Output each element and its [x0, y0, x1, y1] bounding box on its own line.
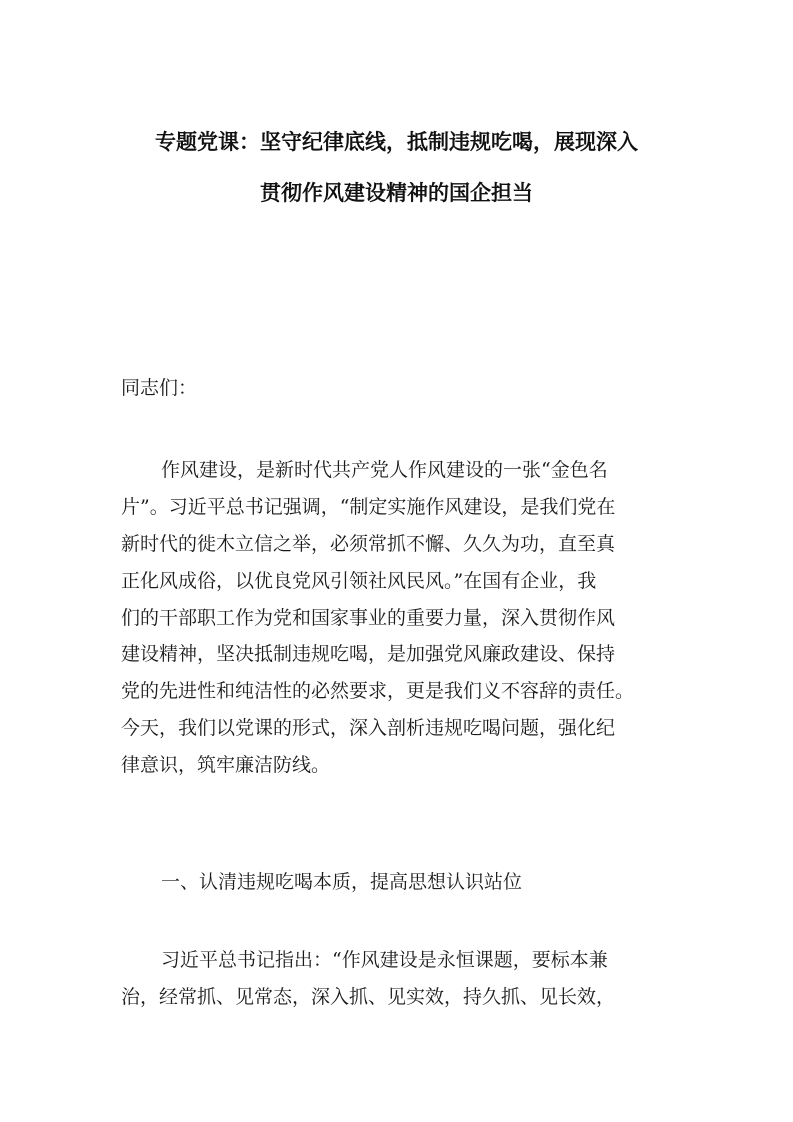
paragraph-line: 建设精神，坚决抵制违规吃喝，是加强党风廉政建设、保持 — [121, 643, 616, 666]
document-title-line-1: 专题党课：坚守纪律底线，抵制违规吃喝，展现深入 — [155, 130, 638, 154]
paragraph-line: 习近平总书记指出：“作风建设是永恒课题，要标本兼 — [161, 949, 608, 971]
paragraph-line: 今天，我们以党课的形式，深入剖析违规吃喝问题，强化纪 — [121, 717, 616, 740]
paragraph-line: 党的先进性和纯洁性的必然要求，更是我们义不容辞的责任。 — [121, 680, 635, 703]
paragraph-line: 片”。习近平总书记强调，“制定实施作风建设，是我们党在 — [121, 495, 616, 518]
paragraph-line: 们的干部职工作为党和国家事业的重要力量，深入贯彻作风 — [121, 606, 616, 629]
paragraph-line: 律意识，筑牢廉洁防线。 — [121, 754, 331, 777]
paragraph-1 — [121, 452, 681, 784]
document-title-line-2: 贯彻作风建设精神的国企担当 — [260, 181, 533, 205]
paragraph-line: 新时代的徙木立信之举，必须常抓不懈、久久为功，直至真 — [121, 532, 616, 555]
paragraph-2 — [121, 942, 681, 1016]
paragraph-line: 作风建设，是新时代共产党人作风建设的一张“金色名 — [161, 459, 608, 481]
salutation: 同志们： — [121, 377, 198, 399]
paragraph-line: 正化风成俗，以优良党风引领社风民风。”在国有企业，我 — [121, 569, 597, 592]
paragraph-line: 治，经常抓、见常态，深入抓、见实效，持久抓、见长效， — [121, 985, 616, 1008]
section-heading-1: 一、认清违规吃喝本质，提高思想认识站位 — [161, 871, 523, 893]
